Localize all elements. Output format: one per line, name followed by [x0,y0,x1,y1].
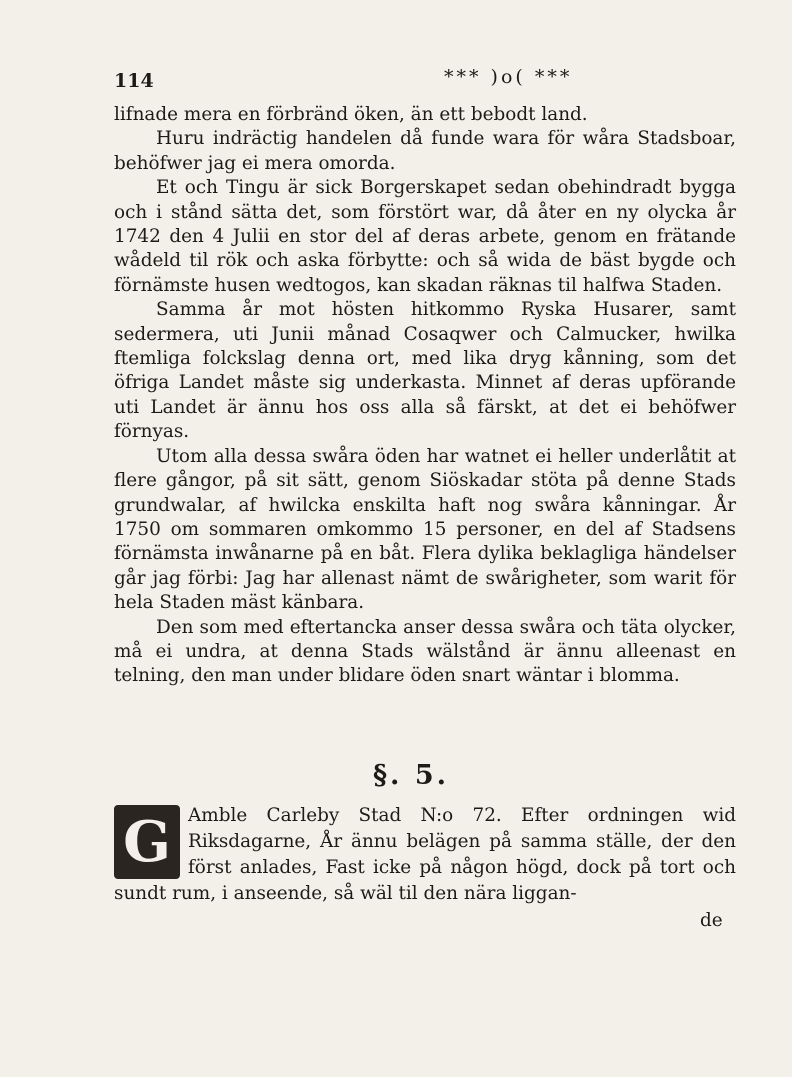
dropcap-initial: G [114,805,180,879]
paragraph: Utom alla dessa swåra öden har watnet ei heller underlåtit at flere gångor, på sit sätt, genom Siöskadar stöta på denne Stads grundwalar, af hwilcka enskilta haft nog swåra kånningar. År 1750 om sommaren omkommo 15 personer, en del af Stadsens förnämsta inwånarne på en båt. Flera dylika beklagliga händelser går jag förbi: Jag har allenast nämt de swårigheter, som warit för hela Staden mäst känbara. [114,445,736,614]
section-heading: §. 5. [372,760,450,791]
body-text [114,103,736,689]
paragraph: Samma år mot hösten hitkommo Ryska Husarer, samt sedermera, uti Junii månad Cosaqwer och Calmucker, hwilka ftemliga folckslag denna ort, med lika dryg kånning, som det öfriga Landet måste sig underkasta. Minnet af deras upförande uti Landet är ännu hos oss alla så färskt, at det ei behöfwer förnyas. [114,299,736,443]
page-header [114,66,734,96]
section-body [114,803,736,907]
paragraph: Den som med eftertancka anser dessa swåra och täta olycker, må ei undra, at denna Stads wälstånd är ännu alleenast en telning, den man under blidare öden snart wäntar i blomma. [114,616,736,687]
catchword: de [700,910,723,931]
paragraph: Et och Tingu är sick Borgerskapet sedan obehindradt bygga och i stånd sätta det, som förstört war, då åter en ny olycka år 1742 den 4 Julii en stor del af deras arbete, genom en frätande wådeld til rök och aska förbytte: och så wida de bäst bygde och förnämste husen wedtogos, kan skadan räknas til halfwa Staden. [114,177,736,296]
section-paragraph: Amble Carleby Stad N:o 72. Efter ordningen wid Riksdagarne, År ännu belägen på samma ställe, der den först anlades, Fast icke på någon högd, dock på tort och sundt rum, i anseende, så wäl til den nära liggan- [114,805,736,904]
paragraph: lifnade mera en förbränd öken, än ett bebodt land. [114,104,588,125]
page-number: 114 [114,70,154,92]
header-ornament: *** )o( *** [444,66,573,88]
paragraph: Huru indräctig handelen då funde wara för wåra Stadsboar, behöfwer jag ei mera omorda. [114,128,736,174]
